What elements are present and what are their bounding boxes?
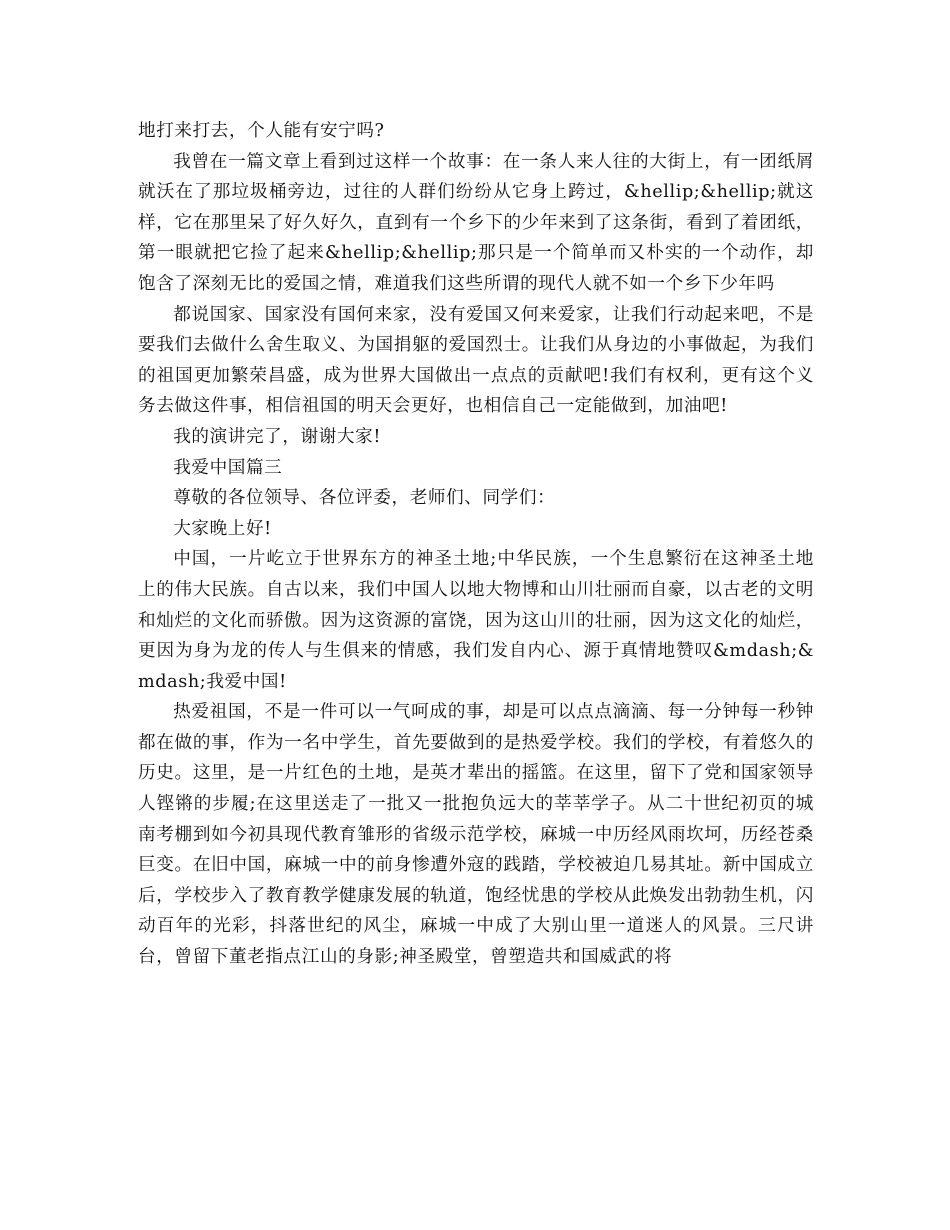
section-title: 我爱中国篇三 — [173, 457, 283, 478]
paragraph-continuation: 地打来打去，个人能有安宁吗? — [138, 121, 385, 141]
paragraph-school-history: 热爱祖国，不是一件可以一气呵成的事，却是可以点点滴滴、每一分钟每一秒钟都在做的事，作为一名中学生，首先要做到的是热爱学校。我们的学校，有着悠久的历史。这里，是一片红色的土地，是英才辈出的摇篮。在这里，留下了党和国家领导人铿锵的步履;在这里送走了一批又一批抱负远大的莘莘学子。从二十世纪初页的城南考棚到如今初具现代教育雏形的省级示范学校，麻城一中历经风雨坎坷，历经苍桑巨变。在旧中国，麻城一中的前身惨遭外寇的践踏，学校被迫几易其址。新中国成立后，学校步入了教育教学健康发展的轨道，饱经忧患的学校从此焕发出勃勃生机，闪动百年的光彩，抖落世纪的风尘，麻城一中成了大别山里一道迷人的风景。三尺讲台，曾留下董老指点江山的身影;神圣殿堂，曾塑造共和国威武的将 — [138, 702, 814, 968]
paragraph-story: 我曾在一篇文章上看到过这样一个故事：在一条人来人往的大街上，有一团纸屑就沃在了那垃圾桶旁边，过往的人群们纷纷从它身上跨过，&hellip;&hellip;就这样，它在那里呆了好久好久，直到有一个乡下的少年来到了这条街，看到了着团纸，第一眼就把它捡了起来&hellip;&hellip;那只是一个简单而又朴实的一个动作，却饱含了深刻无比的爱国之情，难道我们这些所谓的现代人就不如一个乡下少年吗 — [138, 151, 814, 294]
document-page — [138, 116, 814, 973]
paragraph-greeting: 大家晚上好! — [173, 518, 272, 539]
paragraph-call-to-action: 都说国家、国家没有国何来家，没有爱国又何来爱家，让我们行动起来吧，不是要我们去做什么舍生取义、为国捐躯的爱国烈士。让我们从身边的小事做起，为我们的祖国更加繁荣昌盛，成为世界大国做出一点点的贡献吧!我们有权利，更有这个义务去做这件事，相信祖国的明天会更好，也相信自己一定能做到，加油吧! — [138, 304, 814, 417]
paragraph-closing: 我的演讲完了，谢谢大家! — [173, 426, 381, 447]
paragraph-salutation: 尊敬的各位领导、各位评委，老师们、同学们： — [173, 488, 556, 509]
paragraph-china-intro: 中国，一片屹立于世界东方的神圣土地;中华民族，一个生息繁衍在这神圣土地上的伟大民族。自古以来，我们中国人以地大物博和山川壮丽而自豪，以古老的文明和灿烂的文化而骄傲。因为这资源的富饶，因为这山川的壮丽，因为这文化的灿烂，更因为身为龙的传人与生俱来的情感，我们发自内心、源于真情地赞叹&mdash;&mdash;我爱中国! — [138, 549, 814, 692]
